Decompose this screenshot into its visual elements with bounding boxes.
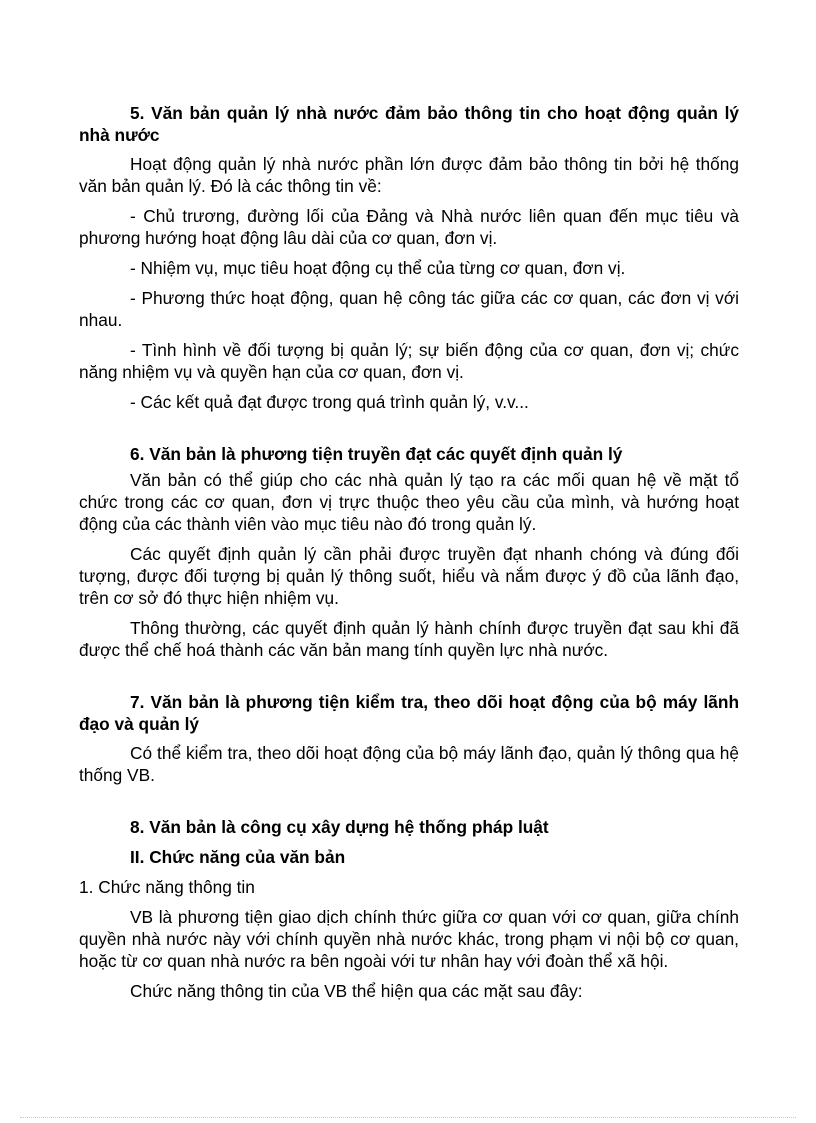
document-page (79, 102, 739, 1002)
section-5-item-4: - Tình hình về đối tượng bị quản lý; sự biến động của cơ quan, đơn vị; chức năng nhiệm vụ và quyền hạn của cơ quan, đơn vị. (79, 340, 739, 382)
section-6-paragraph-1: Văn bản có thể giúp cho các nhà quản lý tạo ra các mối quan hệ về mặt tổ chức trong các cơ quan, đơn vị trực thuộc theo yêu cầu của mình, và hướng hoạt động của các thành viên vào mục tiêu nào đó trong quản lý. (79, 470, 739, 534)
section-5-heading: 5. Văn bản quản lý nhà nước đảm bảo thông tin cho hoạt động quản lý nhà nước (79, 103, 739, 145)
section-5-item-2: - Nhiệm vụ, mục tiêu hoạt động cụ thể của từng cơ quan, đơn vị. (130, 258, 626, 278)
section-7-paragraph-1: Có thể kiểm tra, theo dõi hoạt động của bộ máy lãnh đạo, quản lý thông qua hệ thống VB. (79, 743, 739, 785)
section-5-item-1: - Chủ trương, đường lối của Đảng và Nhà nước liên quan đến mục tiêu và phương hướng hoạt động lâu dài của cơ quan, đơn vị. (79, 206, 739, 248)
part-2-paragraph-1: VB là phương tiện giao dịch chính thức giữa cơ quan với cơ quan, giữa chính quyền nhà nước này với chính quyền nhà nước khác, trong phạm vi nội bộ cơ quan, hoặc từ cơ quan nhà nước ra bên ngoài với tư nhân hay với đoàn thể xã hội. (79, 907, 739, 971)
part-2-subheading: 1. Chức năng thông tin (79, 877, 255, 897)
section-7-heading: 7. Văn bản là phương tiện kiểm tra, theo dõi hoạt động của bộ máy lãnh đạo và quản lý (79, 692, 739, 734)
section-5-intro: Hoạt động quản lý nhà nước phần lớn được đảm bảo thông tin bởi hệ thống văn bản quản lý. Đó là các thông tin về: (79, 154, 739, 196)
section-6-paragraph-3: Thông thường, các quyết định quản lý hành chính được truyền đạt sau khi đã được thể chế hoá thành các văn bản mang tính quyền lực nhà nước. (79, 618, 739, 660)
section-6-paragraph-2: Các quyết định quản lý cần phải được truyền đạt nhanh chóng và đúng đối tượng, được đối tượng bị quản lý thông suốt, hiểu và nắm được ý đồ của lãnh đạo, trên cơ sở đó thực hiện nhiệm vụ. (79, 544, 739, 608)
section-8-heading: 8. Văn bản là công cụ xây dựng hệ thống pháp luật (130, 817, 549, 837)
section-6-heading: 6. Văn bản là phương tiện truyền đạt các quyết định quản lý (130, 444, 623, 464)
part-2-paragraph-2: Chức năng thông tin của VB thể hiện qua các mặt sau đây: (130, 981, 583, 1001)
section-5-item-5: - Các kết quả đạt được trong quá trình quản lý, v.v... (130, 392, 529, 412)
part-2-heading: II. Chức năng của văn bản (130, 847, 346, 867)
page-bottom-rule (20, 1117, 796, 1118)
section-5-item-3: - Phương thức hoạt động, quan hệ công tác giữa các cơ quan, các đơn vị với nhau. (79, 288, 739, 330)
